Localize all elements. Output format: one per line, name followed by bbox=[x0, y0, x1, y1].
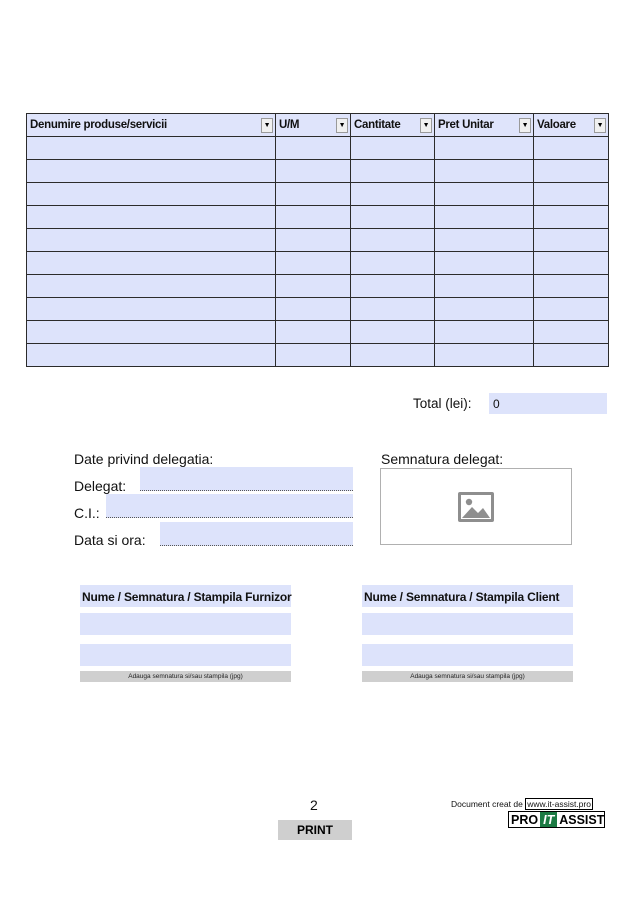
table-row bbox=[27, 344, 609, 367]
table-cell[interactable] bbox=[534, 321, 609, 344]
table-row bbox=[27, 137, 609, 160]
table-cell[interactable] bbox=[351, 183, 435, 206]
logo-part-it: IT bbox=[540, 812, 557, 827]
dropdown-arrow-icon[interactable]: ▼ bbox=[261, 118, 273, 133]
print-button[interactable]: PRINT bbox=[278, 820, 352, 840]
client-panel-title: Nume / Semnatura / Stampila Client bbox=[362, 585, 573, 607]
table-cell[interactable] bbox=[27, 229, 276, 252]
table-row bbox=[27, 183, 609, 206]
table-cell[interactable] bbox=[276, 160, 351, 183]
table-cell[interactable] bbox=[351, 321, 435, 344]
table-cell[interactable] bbox=[27, 137, 276, 160]
total-value-field[interactable]: 0 bbox=[489, 393, 607, 414]
table-row bbox=[27, 160, 609, 183]
datetime-field[interactable] bbox=[160, 522, 353, 546]
table-cell[interactable] bbox=[27, 160, 276, 183]
table-cell[interactable] bbox=[27, 321, 276, 344]
table-cell[interactable] bbox=[276, 206, 351, 229]
table-cell[interactable] bbox=[276, 298, 351, 321]
table-cell[interactable] bbox=[276, 229, 351, 252]
table-cell[interactable] bbox=[435, 298, 534, 321]
table-cell[interactable] bbox=[435, 229, 534, 252]
table-row bbox=[27, 252, 609, 275]
table-cell[interactable] bbox=[27, 298, 276, 321]
table-cell[interactable] bbox=[27, 344, 276, 367]
ci-label: C.I.: bbox=[74, 505, 100, 521]
table-header-row bbox=[27, 114, 609, 137]
column-header-label: Valoare bbox=[537, 119, 576, 131]
supplier-add-signature-button[interactable]: Adauga semnatura si/sau stampila (jpg) bbox=[80, 671, 291, 682]
column-header-label: Pret Unitar bbox=[438, 119, 494, 131]
delegation-title: Date privind delegatia: bbox=[74, 451, 214, 467]
table-cell[interactable] bbox=[435, 252, 534, 275]
table-cell[interactable] bbox=[276, 252, 351, 275]
table-cell[interactable] bbox=[351, 137, 435, 160]
table-cell[interactable] bbox=[435, 275, 534, 298]
table-cell[interactable] bbox=[435, 160, 534, 183]
dropdown-arrow-icon[interactable]: ▼ bbox=[519, 118, 531, 133]
table-cell[interactable] bbox=[276, 183, 351, 206]
supplier-panel-title: Nume / Semnatura / Stampila Furnizor bbox=[80, 585, 291, 607]
table-row bbox=[27, 321, 609, 344]
image-placeholder-icon bbox=[457, 491, 495, 523]
client-name-field[interactable] bbox=[362, 613, 573, 635]
table-cell[interactable] bbox=[534, 275, 609, 298]
items-table bbox=[26, 113, 609, 367]
dropdown-arrow-icon[interactable]: ▼ bbox=[594, 118, 606, 133]
table-cell[interactable] bbox=[534, 298, 609, 321]
client-add-signature-button[interactable]: Adauga semnatura si/sau stampila (jpg) bbox=[362, 671, 573, 682]
signature-title: Semnatura delegat: bbox=[381, 451, 504, 467]
client-signature-panel bbox=[362, 585, 573, 682]
table-cell[interactable] bbox=[276, 344, 351, 367]
table-cell[interactable] bbox=[534, 252, 609, 275]
table-cell[interactable] bbox=[276, 137, 351, 160]
column-header-products[interactable] bbox=[27, 114, 276, 137]
table-cell[interactable] bbox=[534, 183, 609, 206]
table-row bbox=[27, 206, 609, 229]
table-row bbox=[27, 229, 609, 252]
page-number: 2 bbox=[310, 797, 318, 813]
column-header-um[interactable] bbox=[276, 114, 351, 137]
delegat-field[interactable] bbox=[140, 467, 353, 491]
datetime-label: Data si ora: bbox=[74, 532, 146, 548]
table-cell[interactable] bbox=[27, 275, 276, 298]
table-cell[interactable] bbox=[27, 206, 276, 229]
column-header-label: Cantitate bbox=[354, 119, 401, 131]
table-cell[interactable] bbox=[435, 137, 534, 160]
column-header-quantity[interactable] bbox=[351, 114, 435, 137]
total-label: Total (lei): bbox=[413, 396, 472, 411]
logo-part-pro: PRO bbox=[511, 812, 539, 827]
logo-part-assist: ASSIST bbox=[559, 812, 605, 827]
column-header-label: Denumire produse/servicii bbox=[30, 119, 167, 131]
column-header-label: U/M bbox=[279, 119, 300, 131]
column-header-unit-price[interactable] bbox=[435, 114, 534, 137]
table-cell[interactable] bbox=[351, 298, 435, 321]
table-cell[interactable] bbox=[435, 183, 534, 206]
supplier-signature-panel bbox=[80, 585, 291, 682]
table-cell[interactable] bbox=[351, 206, 435, 229]
table-body bbox=[27, 137, 609, 367]
credit-text: Document creat de bbox=[451, 799, 523, 809]
table-cell[interactable] bbox=[435, 321, 534, 344]
table-cell[interactable] bbox=[435, 344, 534, 367]
supplier-signature-field[interactable] bbox=[80, 644, 291, 666]
column-header-value[interactable] bbox=[534, 114, 609, 137]
delegat-label: Delegat: bbox=[74, 478, 127, 494]
table-cell[interactable] bbox=[351, 344, 435, 367]
supplier-name-field[interactable] bbox=[80, 613, 291, 635]
table-cell[interactable] bbox=[27, 183, 276, 206]
credit-link[interactable]: www.it-assist.pro bbox=[527, 799, 591, 809]
table-cell[interactable] bbox=[534, 229, 609, 252]
client-signature-field[interactable] bbox=[362, 644, 573, 666]
table-row bbox=[27, 298, 609, 321]
credit-line bbox=[451, 799, 593, 809]
table-cell[interactable] bbox=[534, 137, 609, 160]
table-cell[interactable] bbox=[534, 206, 609, 229]
table-cell[interactable] bbox=[534, 344, 609, 367]
table-cell[interactable] bbox=[276, 321, 351, 344]
table-cell[interactable] bbox=[534, 160, 609, 183]
signature-image-box[interactable] bbox=[380, 468, 572, 545]
table-cell[interactable] bbox=[351, 160, 435, 183]
table-cell[interactable] bbox=[351, 275, 435, 298]
dropdown-arrow-icon[interactable]: ▼ bbox=[420, 118, 432, 133]
table-cell[interactable] bbox=[27, 252, 276, 275]
table-cell[interactable] bbox=[276, 275, 351, 298]
table-cell[interactable] bbox=[351, 252, 435, 275]
ci-field[interactable] bbox=[106, 494, 353, 518]
table-cell[interactable] bbox=[351, 229, 435, 252]
table-row bbox=[27, 275, 609, 298]
dropdown-arrow-icon[interactable]: ▼ bbox=[336, 118, 348, 133]
pro-it-assist-logo bbox=[508, 811, 605, 828]
table-cell[interactable] bbox=[435, 206, 534, 229]
